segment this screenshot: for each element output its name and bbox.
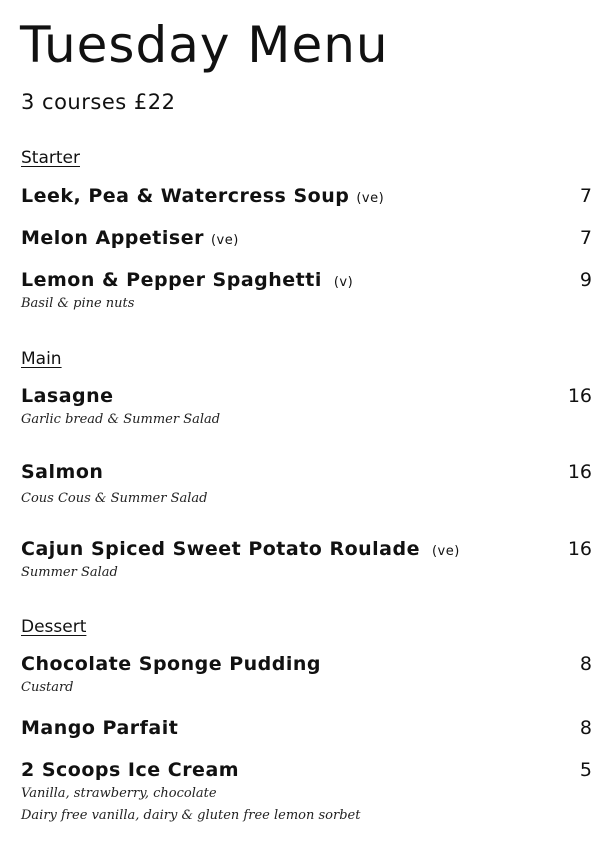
dish-description-secondary: Dairy free vanilla, dairy & gluten free lemon sorbet [21, 808, 361, 823]
dish-name-text: Salmon [21, 461, 104, 483]
dish-description: Garlic bread & Summer Salad [21, 412, 221, 427]
dish-description: Vanilla, strawberry, chocolate [21, 786, 217, 801]
dish-melon-appetiser [21, 227, 592, 255]
dish-name [21, 461, 103, 483]
dish-lasagne [21, 385, 592, 430]
dish-name-text: Leek, Pea & Watercress Soup [21, 185, 350, 207]
section-heading-starter: Starter [21, 148, 80, 168]
dish-2-scoops-ice-cream [21, 759, 592, 826]
dietary-tag: (ve) [431, 544, 460, 559]
dish-name [21, 653, 321, 675]
dish-description: Custard [21, 680, 74, 695]
dish-price: 16 [567, 461, 592, 483]
dish-mango-parfait [21, 717, 592, 745]
dish-price: 8 [579, 653, 592, 675]
dish-price: 16 [567, 538, 592, 560]
dietary-tag: (ve) [210, 233, 239, 248]
dish-name [21, 759, 239, 781]
dish-price: 9 [579, 269, 592, 291]
menu-subtitle: 3 courses £22 [21, 90, 176, 114]
dish-price: 5 [579, 759, 592, 781]
dish-name [21, 269, 353, 291]
dish-lemon-pepper-spaghetti [21, 269, 592, 314]
dish-name-text: Mango Parfait [21, 717, 179, 739]
dietary-tag: (ve) [356, 191, 385, 206]
section-heading-main: Main [21, 349, 62, 369]
section-heading-dessert: Dessert [21, 617, 87, 637]
dish-chocolate-sponge-pudding [21, 653, 592, 698]
dish-leek-pea-watercress-soup [21, 185, 592, 213]
dish-name [21, 538, 460, 560]
dish-name-text: Lemon & Pepper Spaghetti [21, 269, 322, 291]
dish-name-text: Lasagne [21, 385, 114, 407]
dish-price: 7 [579, 185, 592, 207]
dish-description: Basil & pine nuts [21, 296, 135, 311]
dish-name-text: Melon Appetiser [21, 227, 204, 249]
dish-price: 8 [579, 717, 592, 739]
dish-name [21, 227, 239, 249]
dish-name-text: Cajun Spiced Sweet Potato Roulade [21, 538, 420, 560]
dish-name-text: Chocolate Sponge Pudding [21, 653, 322, 675]
dish-name [21, 717, 178, 739]
dish-description: Cous Cous & Summer Salad [21, 491, 208, 506]
dish-salmon [21, 461, 592, 509]
dish-name [21, 385, 114, 407]
dish-name [21, 185, 384, 207]
dish-cajun-spiced-sweet-potato-roulade [21, 538, 592, 583]
dish-name-text: 2 Scoops Ice Cream [21, 759, 240, 781]
dish-price: 7 [579, 227, 592, 249]
dietary-tag: (v) [333, 275, 354, 290]
menu-title: Tuesday Menu [20, 16, 389, 74]
dish-description: Summer Salad [21, 565, 118, 580]
dish-price: 16 [567, 385, 592, 407]
